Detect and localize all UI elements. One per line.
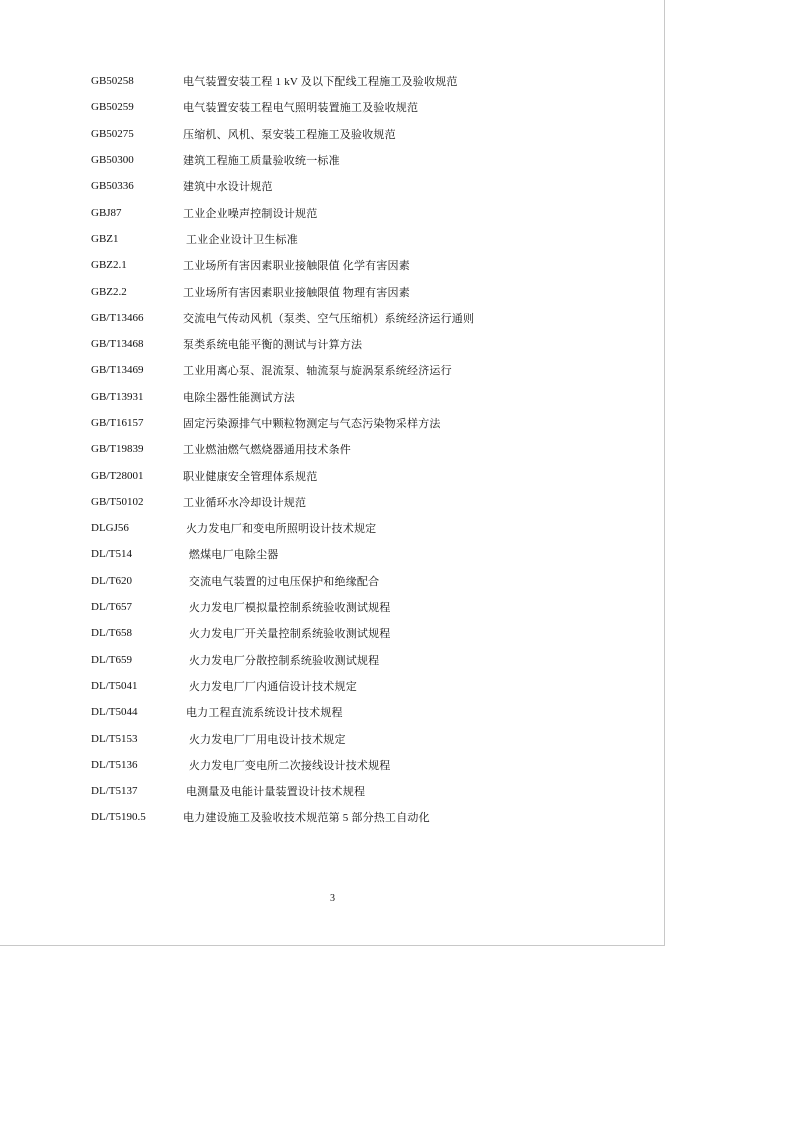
- standard-code: GB/T19839: [91, 443, 144, 456]
- standard-title: 交流电气传动风机（泵类、空气压缩机）系统经济运行通则: [183, 312, 475, 325]
- standard-row: [91, 489, 474, 515]
- standard-row: [91, 647, 474, 673]
- standard-row: [91, 252, 474, 278]
- standard-code: DLGJ56: [91, 522, 129, 535]
- standard-title: 工业循环水冷却设计规范: [183, 496, 307, 509]
- standard-row: [91, 357, 474, 383]
- standard-code: DL/T5153: [91, 732, 138, 745]
- standard-title: 固定污染源排气中颗粒物测定与气态污染物采样方法: [183, 418, 441, 430]
- standard-code: DL/T5190.5: [91, 811, 146, 824]
- standard-row: [91, 410, 474, 436]
- standard-row: [91, 752, 474, 778]
- standard-code: GB50258: [91, 75, 134, 88]
- standard-title: 火力发电厂厂用电设计技术规定: [183, 733, 346, 746]
- standard-row: [91, 568, 474, 594]
- standard-code: DL/T5041: [91, 679, 138, 692]
- standard-code: DL/T658: [91, 627, 132, 640]
- standard-row: [91, 94, 474, 120]
- standard-row: [91, 199, 474, 225]
- standard-row: [91, 541, 474, 567]
- standard-title: 火力发电厂模拟量控制系统验收测试规程: [183, 602, 391, 615]
- standard-code: DL/T5044: [91, 706, 138, 719]
- standard-title: 电气装置安装工程 1 kV 及以下配线工程施工及验收规范: [183, 76, 458, 89]
- standard-title: 工业场所有害因素职业接触限值 化学有害因素: [183, 260, 410, 273]
- standard-title: 燃煤电厂电除尘器: [183, 549, 279, 562]
- page-number: 3: [330, 893, 335, 904]
- standard-code: GBZ2.1: [91, 259, 127, 272]
- standard-code: GB50275: [91, 127, 134, 140]
- standard-title: 泵类系统电能平衡的测试与计算方法: [183, 339, 363, 352]
- standard-title: 电力建设施工及验收技术规范第 5 部分热工自动化: [183, 812, 430, 825]
- standard-code: GBZ1: [91, 232, 119, 245]
- standard-title: 电测量及电能计量装置设计技术规程: [183, 786, 366, 799]
- standard-row: [91, 594, 474, 620]
- standard-row: [91, 384, 474, 410]
- standard-code: DL/T657: [91, 601, 132, 614]
- standard-code: GB50300: [91, 154, 134, 167]
- standard-title: 工业企业设计卫生标准: [183, 233, 298, 246]
- standard-code: GB50259: [91, 101, 134, 114]
- standard-row: [91, 278, 474, 304]
- standard-code: GB/T50102: [91, 495, 144, 508]
- standard-title: 工业场所有害因素职业接触限值 物理有害因素: [183, 286, 410, 299]
- standard-title: 火力发电厂分散控制系统验收测试规程: [183, 654, 380, 667]
- standard-row: [91, 121, 474, 147]
- standards-list: [91, 68, 474, 831]
- standard-row: [91, 515, 474, 541]
- standard-row: [91, 725, 474, 751]
- standard-row: [91, 620, 474, 646]
- standard-title: 火力发电厂厂内通信设计技术规定: [183, 680, 357, 693]
- standard-row: [91, 778, 474, 804]
- standard-title: 职业健康安全管理体系规范: [183, 470, 318, 483]
- standard-title: 电除尘器性能测试方法: [183, 391, 295, 404]
- standard-title: 电力工程直流系统设计技术规程: [183, 707, 343, 720]
- standard-code: GB50336: [91, 180, 134, 193]
- standard-row: [91, 147, 474, 173]
- standard-code: GB/T13466: [91, 311, 144, 324]
- standard-code: DL/T514: [91, 548, 132, 561]
- standard-title: 火力发电厂和变电所照明设计技术规定: [183, 523, 377, 536]
- standard-title: 建筑中水设计规范: [183, 181, 273, 194]
- standard-title: 工业企业噪声控制设计规范: [183, 207, 318, 220]
- standard-code: DL/T659: [91, 653, 132, 666]
- standard-row: [91, 436, 474, 462]
- standard-row: [91, 226, 474, 252]
- standard-row: [91, 331, 474, 357]
- standard-title: 工业燃油燃气燃烧器通用技术条件: [183, 444, 351, 457]
- standard-row: [91, 462, 474, 488]
- standard-row: [91, 173, 474, 199]
- standard-code: DL/T5136: [91, 758, 138, 771]
- standard-code: GBZ2.2: [91, 285, 127, 298]
- standard-title: 工业用离心泵、混流泵、轴流泵与旋涡泵系统经济运行: [183, 365, 452, 378]
- standard-title: 建筑工程施工质量验收统一标准: [183, 155, 340, 168]
- standard-code: GB/T28001: [91, 469, 144, 482]
- standard-code: DL/T620: [91, 574, 132, 587]
- standard-row: [91, 673, 474, 699]
- standard-title: 压缩机、风机、泵安装工程施工及验收规范: [183, 128, 396, 141]
- standard-title: 电气装置安装工程电气照明装置施工及验收规范: [183, 102, 419, 115]
- standard-code: GB/T13468: [91, 338, 144, 351]
- standard-code: GB/T13469: [91, 364, 144, 377]
- standard-row: [91, 699, 474, 725]
- standard-title: 火力发电厂变电所二次接线设计技术规程: [183, 759, 391, 772]
- standard-code: DL/T5137: [91, 785, 138, 798]
- standard-code: GBJ87: [91, 206, 122, 219]
- standard-row: [91, 305, 474, 331]
- standard-row: [91, 68, 474, 94]
- standard-code: GB/T16157: [91, 417, 144, 429]
- standard-row: [91, 804, 474, 830]
- standard-title: 交流电气装置的过电压保护和绝缘配合: [183, 575, 380, 588]
- standard-code: GB/T13931: [91, 390, 144, 403]
- standard-title: 火力发电厂开关量控制系统验收测试规程: [183, 628, 391, 641]
